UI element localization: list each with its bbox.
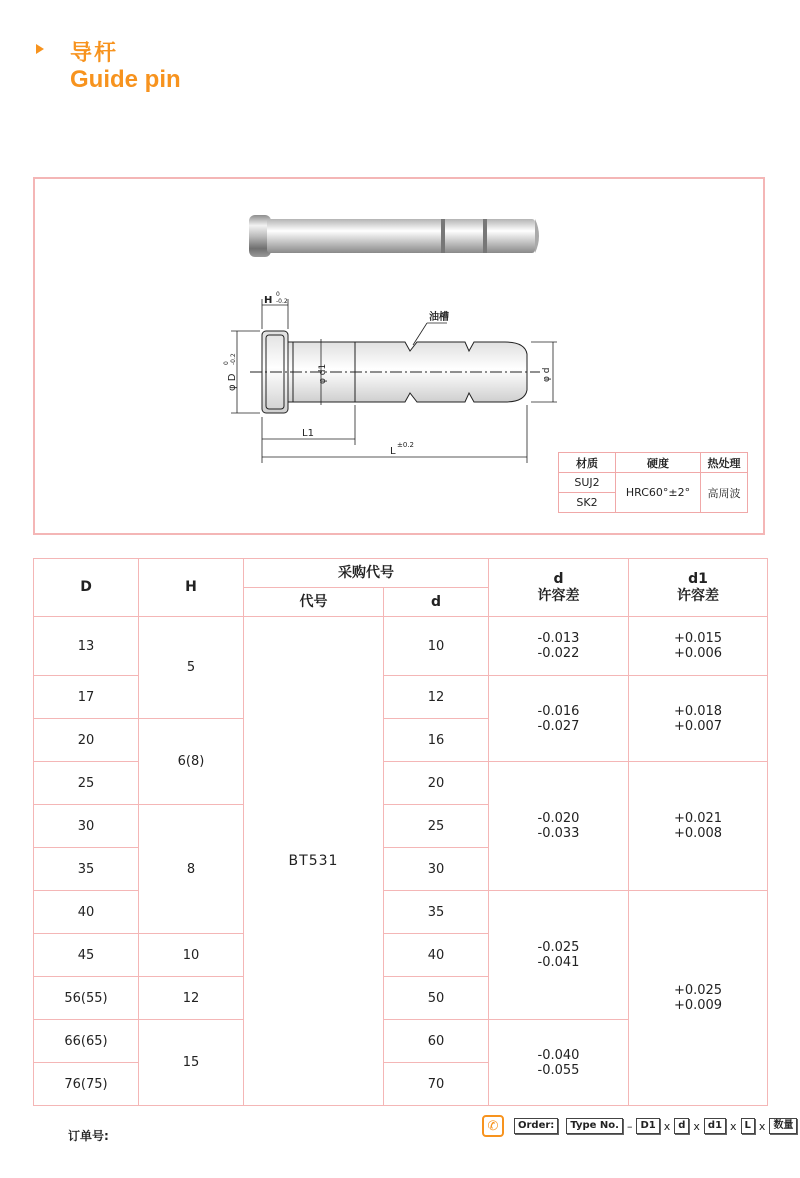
cell-D: 20: [34, 719, 139, 762]
order-x: x: [730, 1119, 737, 1133]
label-phiD-tol-top: 0: [223, 361, 230, 365]
field-d: d: [674, 1118, 689, 1134]
cell-d: 35: [384, 891, 489, 934]
cell-d1-tol: +0.025 +0.009: [629, 891, 768, 1106]
cell-D: 30: [34, 805, 139, 848]
cell-d: 70: [384, 1063, 489, 1106]
cell-d: 16: [384, 719, 489, 762]
cell-d: 30: [384, 848, 489, 891]
pin-photo: [249, 215, 539, 257]
label-H: H: [264, 295, 273, 306]
field-qty: 数量: [769, 1118, 797, 1134]
pin-technical-drawing: [250, 331, 540, 413]
cell-D: 25: [34, 762, 139, 805]
label-H-tol-top: 0: [276, 291, 280, 298]
order-number-label: 订单号:: [68, 1129, 109, 1143]
cell-d: 12: [384, 676, 489, 719]
spec-table: [33, 558, 768, 1106]
cell-d: 20: [384, 762, 489, 805]
field-L: L: [741, 1118, 755, 1134]
field-D1: D1: [636, 1118, 659, 1134]
label-L-tol: ±0.2: [397, 441, 414, 449]
cell-D: 35: [34, 848, 139, 891]
header-d-tolerance: d 许容差: [489, 559, 629, 617]
cell-D: 13: [34, 617, 139, 676]
label-groove: 油槽: [429, 312, 449, 323]
header-code: 代号: [244, 588, 384, 617]
cell-d-tol: -0.013 -0.022: [489, 617, 629, 676]
order-format-bar: [482, 1112, 799, 1140]
field-d1: d1: [704, 1118, 726, 1134]
cell-H: 15: [139, 1020, 244, 1106]
cell-D: 17: [34, 676, 139, 719]
cell-d1-tol: +0.018 +0.007: [629, 676, 768, 762]
material-cell: SUJ2: [559, 473, 616, 493]
material-table: [558, 452, 748, 513]
header-d1-tolerance: d1 许容差: [629, 559, 768, 617]
label-phid: φ d: [542, 367, 552, 382]
cell-d-tol: -0.025 -0.041: [489, 891, 629, 1020]
cell-d: 10: [384, 617, 489, 676]
type-no-box: Type No.: [566, 1118, 623, 1134]
cell-d-tol: -0.020 -0.033: [489, 762, 629, 891]
title-arrow-icon: [36, 44, 44, 54]
label-H-tol-bot: -0.2: [276, 298, 288, 305]
material-header: 材质: [559, 453, 616, 473]
treatment-header: 热处理: [701, 453, 748, 473]
cell-d: 60: [384, 1020, 489, 1063]
cell-d1-tol: +0.021 +0.008: [629, 762, 768, 891]
cell-H: 5: [139, 617, 244, 719]
hardness-header: 硬度: [616, 453, 701, 473]
page-title-en: Guide pin: [70, 66, 181, 93]
label-L: L: [390, 446, 396, 457]
cell-d: 25: [384, 805, 489, 848]
hardness-cell: HRC60°±2°: [616, 473, 701, 513]
phone-icon: ✆: [482, 1115, 504, 1137]
material-cell: SK2: [559, 493, 616, 513]
cell-H: 10: [139, 934, 244, 977]
order-x: x: [693, 1119, 700, 1133]
order-text: Order:: [514, 1118, 558, 1134]
label-phiD: φ D: [227, 373, 238, 391]
cell-H: 12: [139, 977, 244, 1020]
cell-d-tol: -0.040 -0.055: [489, 1020, 629, 1106]
cell-d1-tol: +0.015 +0.006: [629, 617, 768, 676]
cell-d: 40: [384, 934, 489, 977]
label-phid1: φ d1: [318, 363, 328, 384]
cell-H: 6(8): [139, 719, 244, 805]
header-purchase-code: 采购代号: [244, 559, 489, 588]
header-H: H: [139, 559, 244, 617]
order-x: x: [663, 1119, 671, 1133]
cell-d-tol: -0.016 -0.027: [489, 676, 629, 762]
cell-D: 66(65): [34, 1020, 139, 1063]
cell-D: 40: [34, 891, 139, 934]
treatment-cell: 高周波: [701, 473, 748, 513]
cell-D: 56(55): [34, 977, 139, 1020]
order-dash: –: [626, 1119, 633, 1133]
header-d: d: [384, 588, 489, 617]
cell-H: 8: [139, 805, 244, 934]
page-title-cn: 导杆: [70, 41, 119, 66]
header-D: D: [34, 559, 139, 617]
label-phiD-tol-bot: -0.2: [230, 353, 237, 365]
order-x: x: [758, 1119, 766, 1133]
cell-d: 50: [384, 977, 489, 1020]
cell-D: 45: [34, 934, 139, 977]
cell-code: BT531: [244, 617, 384, 1106]
label-L1: L1: [302, 428, 314, 439]
cell-D: 76(75): [34, 1063, 139, 1106]
